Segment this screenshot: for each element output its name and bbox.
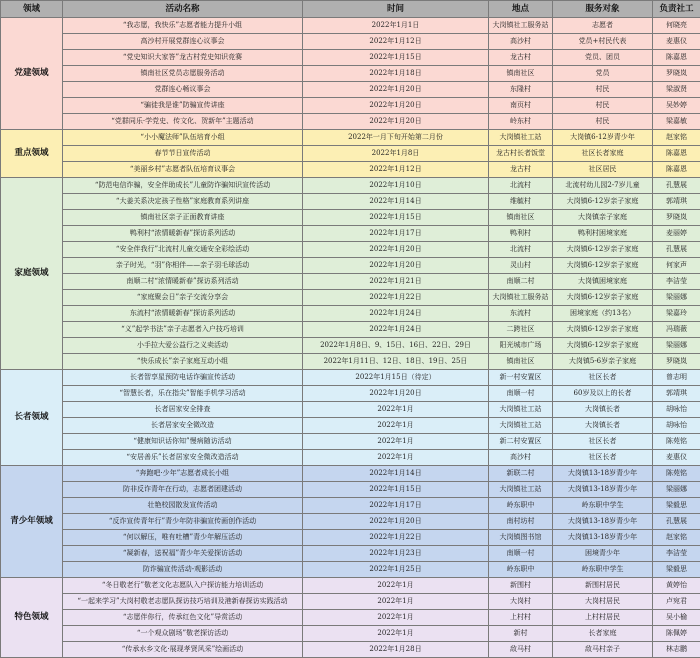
time-cell: 2022年1月15日 [303,50,489,66]
time-cell: 2022年1月 [303,610,489,626]
activity-name-cell: 高沙村开展党群连心议事会 [63,34,303,50]
activity-name-cell: “志愿伴你行，传承红色文化”导赏活动 [63,610,303,626]
time-cell: 2022年1月21日 [303,274,489,290]
table-row [1,306,700,322]
activity-name-cell: “安居善乐”长者居家安全微改造活动 [63,450,303,466]
activity-name-cell: 党群连心畅议事会 [63,82,303,98]
social-worker-cell: 冯瑞薇 [653,322,700,338]
time-cell: 2022年1月15日 [303,482,489,498]
location-cell: 敌马村 [489,642,553,658]
location-cell: 镇南社区 [489,66,553,82]
service-target-cell: 村民 [553,98,653,114]
activity-name-cell: “反诈宣传青年行”青少年防非骗宣传画创作活动 [63,514,303,530]
location-cell: 龙古村 [489,162,553,178]
header-activity-name: 活动名称 [63,1,303,18]
table-row [1,370,700,386]
activity-name-cell: “一起来学习”大岗村敬老志愿队探访技巧培训及港新春探访实践活动 [63,594,303,610]
table-row [1,546,700,562]
section-label: 长者领域 [1,370,63,466]
service-target-cell: 大岗镇6-12岁亲子家庭 [553,242,653,258]
location-cell: 新围村 [489,578,553,594]
activity-name-cell: 镇南社区党员志愿服务活动 [63,66,303,82]
activity-name-cell: 长者居家安全排查 [63,402,303,418]
location-cell: 大岗镇社工服务站 [489,18,553,34]
activity-name-cell: 小手拉大爱公益行之义卖活动 [63,338,303,354]
activity-name-cell: “党史知识大家答”龙古村党史知识竞赛 [63,50,303,66]
service-target-cell: 志愿者 [553,18,653,34]
location-cell: 镇南社区 [489,354,553,370]
location-cell: 北流村 [489,242,553,258]
social-worker-cell: 陈苑铭 [653,466,700,482]
social-worker-cell: 郭靖琪 [653,194,700,210]
service-target-cell: 大岗镇6-12岁青少年 [553,130,653,146]
location-cell: 新一村安置区 [489,370,553,386]
table-row [1,226,700,242]
social-worker-cell: 麦惠仪 [653,34,700,50]
activity-name-cell: 鸭利村“浓情暖新春”探访系列活动 [63,226,303,242]
header-domain: 领域 [1,1,63,18]
social-worker-cell: 罗晓岚 [653,210,700,226]
table-row [1,162,700,178]
time-cell: 2022年1月12日 [303,162,489,178]
activity-name-cell: 长者智享星预防电话诈骗宣传活动 [63,370,303,386]
table-row [1,66,700,82]
table-row [1,418,700,434]
table-row [1,466,700,482]
social-worker-cell: 何家声 [653,258,700,274]
activity-name-cell: “快乐成长”亲子家庭互动小组 [63,354,303,370]
service-target-cell: 村民 [553,82,653,98]
social-worker-cell: 胡咏怡 [653,402,700,418]
activity-name-cell: 东流村“浓情暖新春”探访系列活动 [63,306,303,322]
time-cell: 2022年1月17日 [303,226,489,242]
service-target-cell: 大岗镇13-18岁青少年 [553,466,653,482]
activity-name-cell: “小小魔法师”队伍培育小组 [63,130,303,146]
location-cell: 岭东村 [489,114,553,130]
activity-name-cell: “家庭聚会日”亲子交流分享会 [63,290,303,306]
service-target-cell: 社区长者 [553,434,653,450]
activity-name-cell: “党群同乐·学党史、传文化、贺新年”主题活动 [63,114,303,130]
service-target-cell: 大岗镇亲子家庭 [553,210,653,226]
social-worker-cell: 陈嘉恩 [653,146,700,162]
service-target-cell: 困境青少年 [553,546,653,562]
location-cell: 上村村 [489,610,553,626]
location-cell: 大岗镇社工站 [489,482,553,498]
table-row [1,530,700,546]
location-cell: 大岗镇社工站 [489,130,553,146]
service-target-cell: 社区居民 [553,162,653,178]
location-cell: 大岗镇社工站 [489,418,553,434]
service-target-cell: 党员、团员 [553,50,653,66]
table-row [1,290,700,306]
social-worker-cell: 梁嘉玲 [653,306,700,322]
time-cell: 2022年1月 [303,578,489,594]
location-cell: 鸭利村 [489,226,553,242]
social-worker-cell: 林志鹏 [653,642,700,658]
header-social-worker: 负责社工 [653,1,700,18]
service-target-cell: 上村村居民 [553,610,653,626]
time-cell: 2022年一月下旬开始第二月份 [303,130,489,146]
service-target-cell: 大岗村居民 [553,594,653,610]
service-target-cell: 大岗镇5-6岁亲子家庭 [553,354,653,370]
service-target-cell: 鸭利村困境家庭 [553,226,653,242]
service-target-cell: 大岗镇13-18岁青少年 [553,482,653,498]
activity-name-cell: “大姜关系决定孩子性格”家庭教育系列讲座 [63,194,303,210]
table-row [1,626,700,642]
activity-name-cell: “智慧长者，乐在指尖”智能手机学习活动 [63,386,303,402]
time-cell: 2022年1月24日 [303,306,489,322]
service-target-cell: 大岗镇13-18岁青少年 [553,514,653,530]
table-row [1,386,700,402]
social-worker-cell: 孔慧展 [653,514,700,530]
activity-name-cell: “义”起学书法”亲子志愿者入户技巧培训 [63,322,303,338]
table-row [1,434,700,450]
social-worker-cell: 胡咏怡 [653,418,700,434]
service-target-cell: 大岗镇长者 [553,402,653,418]
header-time: 时间 [303,1,489,18]
location-cell: 南顺一村 [489,546,553,562]
table-row [1,338,700,354]
service-target-cell: 60岁及以上的长者 [553,386,653,402]
service-target-cell: 北流村幼儿园2-7岁儿童 [553,178,653,194]
location-cell: 大岗镇图书馆 [489,530,553,546]
time-cell: 2022年1月8日、9、15日、16日、22日、29日 [303,338,489,354]
time-cell: 2022年1月18日 [303,66,489,82]
social-worker-cell: 梁丽娜 [653,290,700,306]
table-row [1,578,700,594]
time-cell: 2022年1月24日 [303,322,489,338]
section-label: 党建领域 [1,18,63,130]
social-worker-cell: 郭靖琪 [653,386,700,402]
service-target-cell: 新围村居民 [553,578,653,594]
social-worker-cell: 梁毅思 [653,498,700,514]
service-target-cell: 大岗镇6-12岁亲子家庭 [553,322,653,338]
service-target-cell: 村民 [553,114,653,130]
social-worker-cell: 罗晓岚 [653,354,700,370]
table-row [1,18,700,34]
activity-name-cell: 南顺二村“浓情暖新春”探访系列活动 [63,274,303,290]
location-cell: 南村坊村 [489,514,553,530]
activity-name-cell: “骗徒我是谁”防骗宣传讲座 [63,98,303,114]
section-label: 青少年领域 [1,466,63,578]
time-cell: 2022年1月17日 [303,498,489,514]
section-label: 家庭领域 [1,178,63,370]
time-cell: 2022年1月1日 [303,18,489,34]
time-cell: 2022年1月 [303,594,489,610]
social-worker-cell: 陈嘉恩 [653,50,700,66]
activity-name-cell: 亲子时光，“羽”你相伴——亲子羽毛球活动 [63,258,303,274]
table-row [1,498,700,514]
social-worker-cell: 陈苑铭 [653,434,700,450]
location-cell: 阳光城市广场 [489,338,553,354]
service-target-cell: 社区长者 [553,450,653,466]
service-target-cell: 敌马村亲子 [553,642,653,658]
social-worker-cell: 陈佩婷 [653,626,700,642]
location-cell: 二跨社区 [489,322,553,338]
time-cell: 2022年1月20日 [303,386,489,402]
social-worker-cell: 孔慧展 [653,178,700,194]
time-cell: 2022年1月15日 [303,210,489,226]
time-cell: 2022年1月22日 [303,530,489,546]
table-row [1,114,700,130]
service-target-cell: 困境家庭（约13名） [553,306,653,322]
time-cell: 2022年1月20日 [303,82,489,98]
service-target-cell: 岭东职中学生 [553,498,653,514]
service-target-cell: 大岗镇13-18岁青少年 [553,530,653,546]
social-worker-cell: 李洁莹 [653,546,700,562]
time-cell: 2022年1月14日 [303,194,489,210]
social-worker-cell: 李洁莹 [653,274,700,290]
activity-name-cell: 防非反诈青年在行动，志愿者团建活动 [63,482,303,498]
time-cell: 2022年1月14日 [303,466,489,482]
social-worker-cell: 陈嘉恩 [653,162,700,178]
table-row [1,98,700,114]
section-label: 重点领域 [1,130,63,178]
table-row [1,50,700,66]
table-row [1,242,700,258]
time-cell: 2022年1月28日 [303,642,489,658]
social-worker-cell: 麦丽婷 [653,226,700,242]
social-worker-cell: 卢宛君 [653,594,700,610]
social-worker-cell: 曾志明 [653,370,700,386]
social-worker-cell: 赵家铭 [653,130,700,146]
social-worker-cell: 麦惠仪 [653,450,700,466]
time-cell: 2022年1月20日 [303,98,489,114]
location-cell: 高沙村 [489,34,553,50]
location-cell: 岭东职中 [489,498,553,514]
activity-name-cell: 壮艳校园散发宣传活动 [63,498,303,514]
activity-name-cell: “奔跑吧·少年”志愿者成长小组 [63,466,303,482]
table-row [1,402,700,418]
table-row [1,82,700,98]
table-row [1,610,700,626]
header-service-target: 服务对象 [553,1,653,18]
time-cell: 2022年1月12日 [303,34,489,50]
location-cell: 东流村 [489,306,553,322]
location-cell: 灵山村 [489,258,553,274]
service-target-cell: 大岗镇6-12岁亲子家庭 [553,258,653,274]
service-target-cell: 社区长者家庭 [553,146,653,162]
table-row [1,146,700,162]
table-row [1,178,700,194]
activity-name-cell: “我志愿，我快乐”志愿者能力提升小组 [63,18,303,34]
service-target-cell: 党员 [553,66,653,82]
service-target-cell: 岭东职中学生 [553,562,653,578]
social-worker-cell: 吴小榆 [653,610,700,626]
activity-name-cell: “一个观众剧场”敬老探访活动 [63,626,303,642]
location-cell: 维毓村 [489,194,553,210]
time-cell: 2022年1月22日 [303,290,489,306]
time-cell: 2022年1月15日（待定） [303,370,489,386]
social-worker-cell: 吴妙婷 [653,98,700,114]
location-cell: 大岗镇社工站 [489,402,553,418]
social-worker-cell: 罗晓岚 [653,66,700,82]
time-cell: 2022年1月 [303,418,489,434]
table-row [1,482,700,498]
social-worker-cell: 孔慧展 [653,242,700,258]
time-cell: 2022年1月 [303,626,489,642]
service-target-cell: 社区长者 [553,370,653,386]
table-row [1,322,700,338]
activity-name-cell: “安全伴我行”北流村儿童交通安全彩绘活动 [63,242,303,258]
location-cell: 高沙村 [489,450,553,466]
table-row [1,258,700,274]
service-target-cell: 大岗镇6-12岁亲子家庭 [553,290,653,306]
time-cell: 2022年1月 [303,450,489,466]
time-cell: 2022年1月20日 [303,242,489,258]
location-cell: 岭东职中 [489,562,553,578]
time-cell: 2022年1月20日 [303,514,489,530]
time-cell: 2022年1月 [303,434,489,450]
table-row [1,354,700,370]
section-label: 特色领域 [1,578,63,658]
location-cell: 北流村 [489,178,553,194]
service-target-cell: 大岗镇6-12岁亲子家庭 [553,194,653,210]
time-cell: 2022年1月 [303,402,489,418]
table-row [1,274,700,290]
time-cell: 2022年1月8日 [303,146,489,162]
time-cell: 2022年1月10日 [303,178,489,194]
location-cell: 龙古村长者饭堂 [489,146,553,162]
time-cell: 2022年1月23日 [303,546,489,562]
table-row [1,210,700,226]
service-target-cell: 大岗镇困境家庭 [553,274,653,290]
service-target-cell: 长者家庭 [553,626,653,642]
location-cell: 南页村 [489,98,553,114]
table-row [1,34,700,50]
activity-name-cell: 春节节日宣传活动 [63,146,303,162]
service-target-cell: 大岗镇6-12岁亲子家庭 [553,338,653,354]
social-worker-cell: 梁毅思 [653,562,700,578]
location-cell: 大岗镇社工服务站 [489,290,553,306]
location-cell: 龙古村 [489,50,553,66]
table-row [1,514,700,530]
location-cell: 新村 [489,626,553,642]
social-worker-cell: 黄婷怡 [653,578,700,594]
location-cell: 南顺一村 [489,386,553,402]
social-worker-cell: 梁丽娜 [653,338,700,354]
activity-name-cell: “凝新春，送祝福”青少年关爱探访活动 [63,546,303,562]
time-cell: 2022年1月25日 [303,562,489,578]
table-row [1,594,700,610]
location-cell: 东隆村 [489,82,553,98]
table-row [1,642,700,658]
table-row [1,194,700,210]
time-cell: 2022年1月20日 [303,258,489,274]
activity-name-cell: “传承水乡文化·展现孝贤风采”绘画活动 [63,642,303,658]
activity-name-cell: 镇南社区亲子正面教育讲座 [63,210,303,226]
table-row [1,450,700,466]
location-cell: 镇南社区 [489,210,553,226]
header-row [1,1,700,18]
header-location: 地点 [489,1,553,18]
table-row [1,130,700,146]
time-cell: 2022年1月20日 [303,114,489,130]
table-row [1,562,700,578]
social-worker-cell: 梁丽娜 [653,482,700,498]
activity-name-cell: “何以解压，唯有吐槽”青少年解压活动 [63,530,303,546]
social-worker-cell: 梁淑贤 [653,82,700,98]
location-cell: 大岗村 [489,594,553,610]
activity-name-cell: “冬日敬老行”敬老文化志愿队入户探访能力培训活动 [63,578,303,594]
social-worker-cell: 梁嘉敏 [653,114,700,130]
service-target-cell: 大岗镇长者 [553,418,653,434]
social-worker-cell: 赵家铭 [653,530,700,546]
social-worker-cell: 何晓亮 [653,18,700,34]
activity-name-cell: “防范电信诈骗，安全伴助成长”儿童防诈骗知识宣传活动 [63,178,303,194]
activity-name-cell: “健康知识话你知”慢病随访活动 [63,434,303,450]
activity-name-cell: 长者居家安全微改造 [63,418,303,434]
activity-name-cell: “美丽乡村”志愿者队伍培育议事会 [63,162,303,178]
time-cell: 2022年1月11日、12日、18日、19日、25日 [303,354,489,370]
location-cell: 新联二村 [489,466,553,482]
location-cell: 新二村安置区 [489,434,553,450]
location-cell: 南顺二村 [489,274,553,290]
service-target-cell: 党员+村民代表 [553,34,653,50]
activity-name-cell: 防诈骗宣传活动-观影活动 [63,562,303,578]
